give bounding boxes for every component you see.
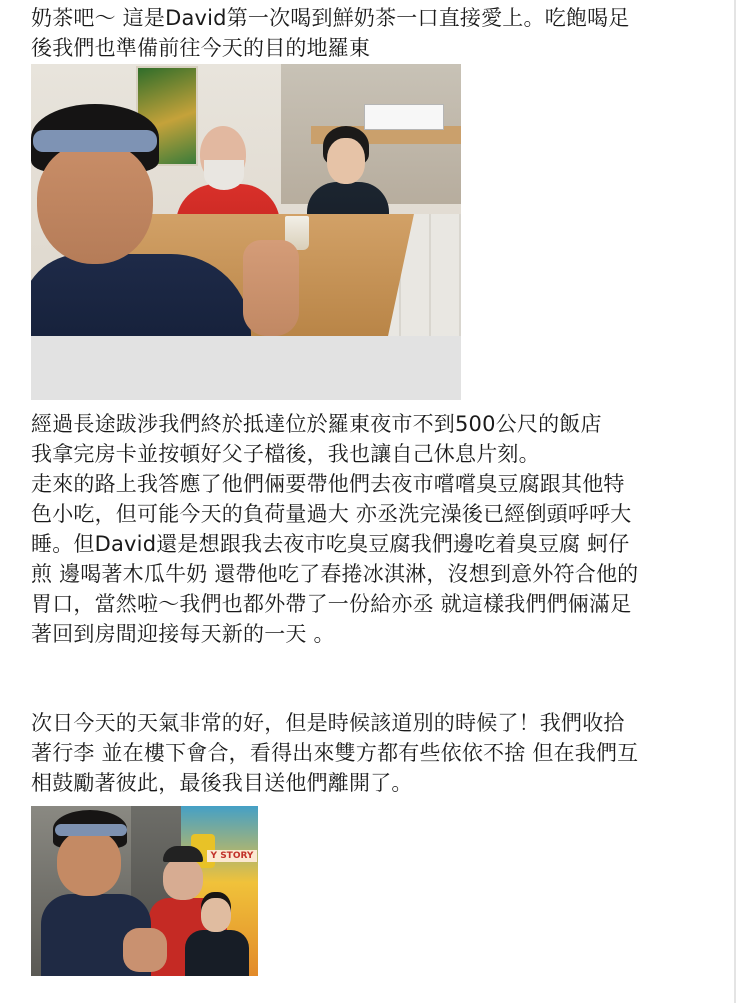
text-line: 後我們也準備前往今天的目的地羅東 (31, 36, 371, 60)
text-line: 相鼓勵著彼此，最後我目送他們離開了。 (31, 771, 413, 795)
intro-paragraph (31, 3, 731, 63)
text-line: 次日今天的天氣非常的好，但是時候該道別的時候了！我們收拾 (31, 711, 625, 735)
text-line: 煎 邊喝著木瓜牛奶 還帶他吃了春捲冰淇淋，沒想到意外符合他的 (31, 562, 639, 586)
text-line: 奶茶吧～ 這是David第一次喝到鮮奶茶一口直接愛上。吃飽喝足 (31, 6, 630, 30)
text-line: 我拿完房卡並按頓好父子檔後，我也讓自己休息片刻。 (31, 442, 540, 466)
shop-sign: Y STORY (207, 850, 257, 862)
young-man-figure (31, 104, 251, 336)
text-line: 胃口，當然啦～我們也都外帶了一份給亦丞 就這樣我們們倆滿足 (31, 592, 632, 616)
text-line: 經過長途跋涉我們終於抵達位於羅東夜市不到500公尺的飯店 (31, 412, 602, 436)
toy-shop-selfie-photo[interactable] (31, 806, 258, 976)
peace-sign-hand (243, 240, 299, 336)
middle-paragraph (31, 409, 731, 649)
scroll-edge-divider (734, 0, 736, 1003)
text-line: 著行李 並在樓下會合，看得出來雙方都有些依依不捨 但在我們互 (31, 741, 639, 765)
thumbs-up-hand (123, 928, 167, 972)
cafe-selfie-photo[interactable] (31, 64, 461, 400)
boy-figure (181, 898, 251, 976)
text-line: 走來的路上我答應了他們倆要帶他們去夜市嚐嚐臭豆腐跟其他特 (31, 472, 625, 496)
closing-paragraph (31, 708, 731, 798)
text-line: 著回到房間迎接每天新的一天 。 (31, 622, 335, 646)
photo-bottom-band (31, 336, 461, 400)
text-line: 睡。但David還是想跟我去夜市吃臭豆腐我們邊吃着臭豆腐 蚵仔 (31, 532, 630, 556)
text-line: 色小吃，但可能今天的負荷量過大 亦丞洗完澡後已經倒頭呼呼大 (31, 502, 632, 526)
photo-scene (31, 64, 461, 336)
